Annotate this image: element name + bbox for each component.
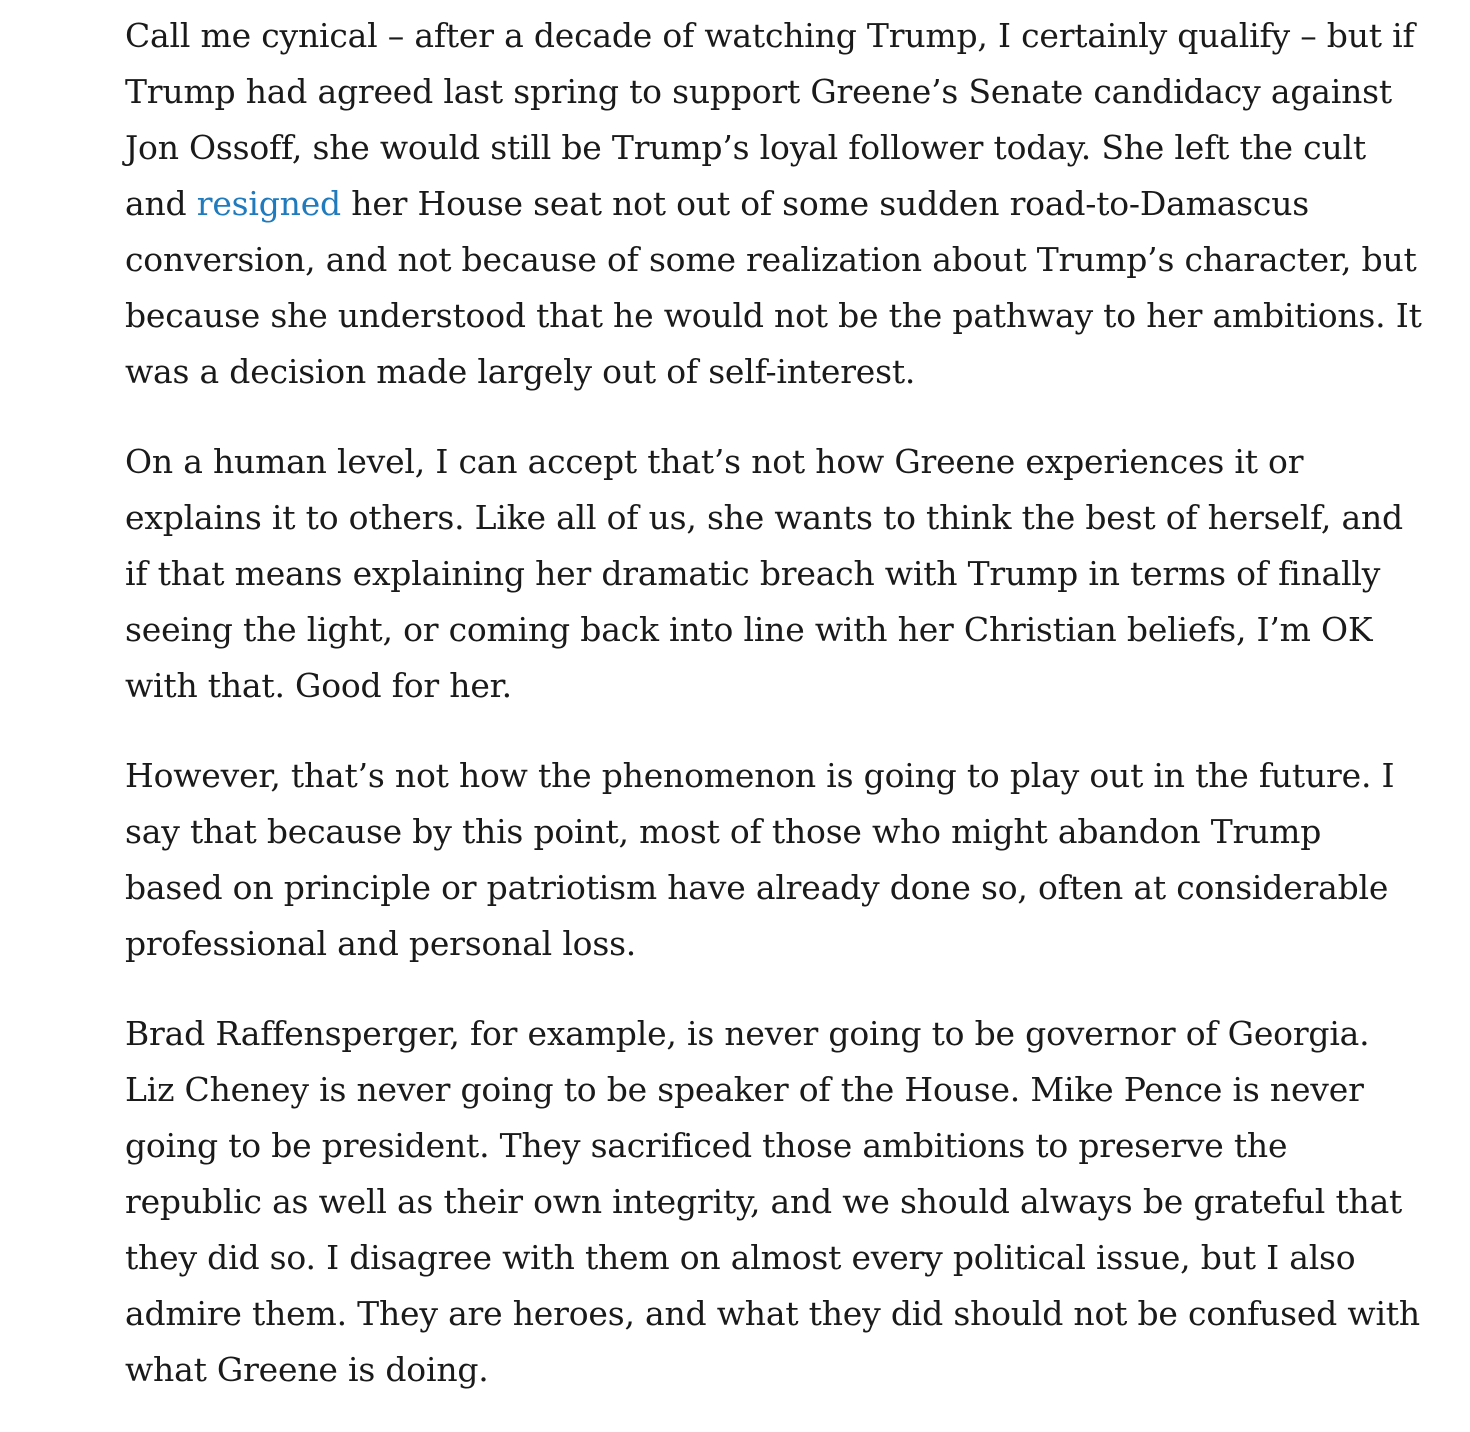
article-body — [125, 8, 1425, 1432]
paragraph-1-text-after: her House seat not out of some sudden road-to-Damascus conversion, and not because of some realization about Trump’s character, but because she understood that he would not be the pathway to her ambitions. It was a decision made largely out of self-interest. — [125, 184, 1422, 391]
paragraph-1-text-before: Call me cynical – after a decade of watching Trump, I certainly qualify – but if Trump had agreed last spring to support Greene’s Senate candidacy against Jon Ossoff, she would still be Trump’s loyal follower today. She left the cult and — [125, 16, 1415, 223]
paragraph-1 — [125, 8, 1425, 400]
paragraph-3: However, that’s not how the phenomenon is going to play out in the future. I say that because by this point, most of those who might abandon Trump based on principle or patriotism have already done so, often at considerable professional and personal loss. — [125, 756, 1395, 963]
paragraph-4: Brad Raffensperger, for example, is never going to be governor of Georgia. Liz Cheney is never going to be speaker of the House. Mike Pence is never going to be president. They sacrificed those ambitions to preserve the republic as well as their own integrity, and we should always be grateful that they did so. I disagree with them on almost every political issue, but I also admire them. They are heroes, and what they did should not be confused with what Greene is doing. — [125, 1014, 1420, 1389]
paragraph-2: On a human level, I can accept that’s not how Greene experiences it or explains it to others. Like all of us, she wants to think the best of herself, and if that means explaining her dramatic breach with Trump in terms of finally seeing the light, or coming back into line with her Christian beliefs, I’m OK with that. Good for her. — [125, 442, 1403, 705]
resigned-link[interactable]: resigned — [196, 184, 341, 223]
